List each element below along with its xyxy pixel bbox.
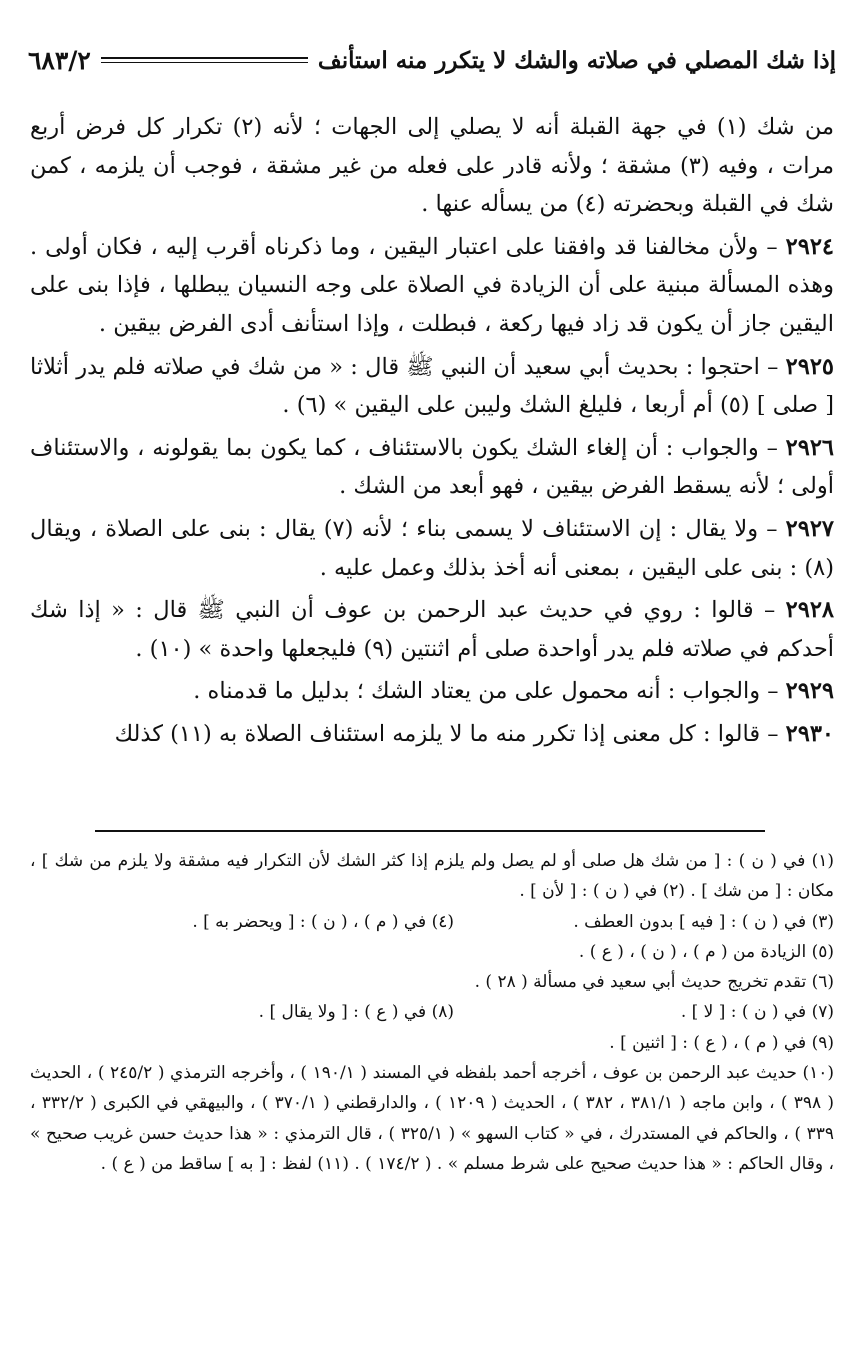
paragraph [30,591,834,668]
paragraph-text: – ولأن مخالفنا قد وافقنا على اعتبار اليقين ، وما ذكرناه أقرب إليه ، فكان أولى . وهذه المسألة مبنية على أن الزيادة في الصلاة على وجه النسيان يبطلها ، فإذا بنى على اليقين جاز أن يكون قد زاد فيها ركعة ، فبطلت ، وإذا استأنف أدى الفرض بيقين . [30,233,834,337]
footnote: (٩) في ( م ) ، ( ع ) : [ اثنين ] . [609,1032,834,1053]
footnote: (٥) الزيادة من ( م ) ، ( ن ) ، ( ع ) . [578,941,834,962]
paragraph [30,108,834,224]
footnote: (٣) في ( ن ) : [ فيه ] بدون العطف . [573,911,834,932]
header-title: إذا شك المصلي في صلاته والشك لا يتكرر منه استأنف [317,46,836,74]
paragraph-text: – احتجوا : بحديث أبي سعيد أن النبي ﷺ قال : « من شك في صلاته فلم يدر أثلاثا [ صلى ] (٥) أم أربعا ، فليلغ الشك وليبن على اليقين » (٦) . [30,353,834,419]
footnotes [30,846,834,1179]
paragraph-number: ٢٩٢٦ [785,434,834,461]
paragraph-text: من شك (١) في جهة القبلة أنه لا يصلي إلى الجهات ؛ لأنه (٢) تكرار كل فرض أربع مرات ، وفيه (٣) مشقة ؛ ولأنه قادر على فعله من غير مشقة ، فوجب أن يلزمه ، كمن شك في القبلة وبحضرته (٤) من يسأله عنها . [30,114,834,218]
paragraph [30,510,834,587]
footnote: (٨) في ( ع ) : [ ولا يقال ] . [258,1002,454,1023]
footnote: (٧) في ( ن ) : [ لا ] . [680,1002,834,1023]
paragraph-text: – والجواب : أنه محمول على من يعتاد الشك ؛ بدليل ما قدمناه . [193,678,786,705]
footnote-row [30,997,834,1027]
paragraph [30,672,834,711]
paragraph-number: ٢٩٢٧ [785,515,834,542]
paragraph [30,348,834,425]
paragraph [30,228,834,344]
paragraph-number: ٢٩٣٠ [785,720,834,747]
header-rule [101,57,308,63]
footnote: (٦) تقدم تخريج حديث أبي سعيد في مسألة ( ٢٨ ) . [474,972,834,993]
paragraph-text: – ولا يقال : إن الاستئناف لا يسمى بناء ؛ لأنه (٧) يقال : بنى على الصلاة ، ويقال (٨) : بنى على اليقين ، بمعنى أنه أخذ بذلك وعمل عليه . [30,515,834,581]
paragraph-number: ٢٩٢٨ [785,597,834,624]
paragraph-number: ٢٩٢٩ [785,678,834,705]
paragraph-number: ٢٩٢٥ [785,353,834,380]
paragraph [30,429,834,506]
page-number: ٦٨٣/٢ [28,45,91,75]
paragraph-text: – والجواب : أن إلغاء الشك يكون بالاستئناف ، كما يكون بما يقولونه ، والاستئناف أولى ؛ لأنه يسقط الفرض بيقين ، فهو أبعد من الشك . [30,434,834,500]
footnote-separator [95,830,765,832]
paragraph-text: – قالوا : كل معنى إذا تكرر منه ما لا يلزمه استئناف الصلاة به (١١) كذلك [114,720,786,747]
footnote-row [30,907,834,937]
running-header [28,40,836,80]
main-text [30,108,834,758]
paragraph-number: ٢٩٢٤ [785,233,834,260]
footnote: (٤) في ( م ) ، ( ن ) : [ ويحضر به ] . [192,911,454,932]
footnote: (١) في ( ن ) : [ من شك هل صلى أو لم يصل ولم يلزم إذا كثر الشك لأن التكرار فيه مشقة ولا يلزم من شك ] ، مكان : [ من شك ] . (٢) في ( ن ) : [ لأن ] . [30,851,834,902]
footnote: (١٠) حديث عبد الرحمن بن عوف ، أخرجه أحمد بلفظه في المسند ( ١٩٠/١ ) ، وأخرجه الترمذي ( ٢٤٥/٢ ) ، الحديث ( ٣٩٨ ) ، وابن ماجه ( ٣٨١/١ ، ٣٨٢ ) ، الحديث ( ١٢٠٩ ) ، والدارقطني ( ٣٧٠/١ ) ، والبيهقي في الكبرى ( ٣٣٢/٢ ، ٣٣٩ ) ، والحاكم في المستدرك ، في « كتاب السهو » ( ٣٢٥/١ ) ، قال الترمذي : « هذا حديث حسن غريب صحيح » ، وقال الحاكم : « هذا حديث صحيح على شرط مسلم » . ( ١٧٤/٢ ) . (١١) لفظ : [ به ] ساقط من ( ع ) . [30,1063,835,1174]
paragraph [30,715,834,754]
paragraph-text: – قالوا : روي في حديث عبد الرحمن بن عوف أن النبي ﷺ قال : « إذا شك أحدكم في صلاته فلم يدر أواحدة صلى أم اثنتين (٩) فليجعلها واحدة » (١٠) . [30,597,834,662]
